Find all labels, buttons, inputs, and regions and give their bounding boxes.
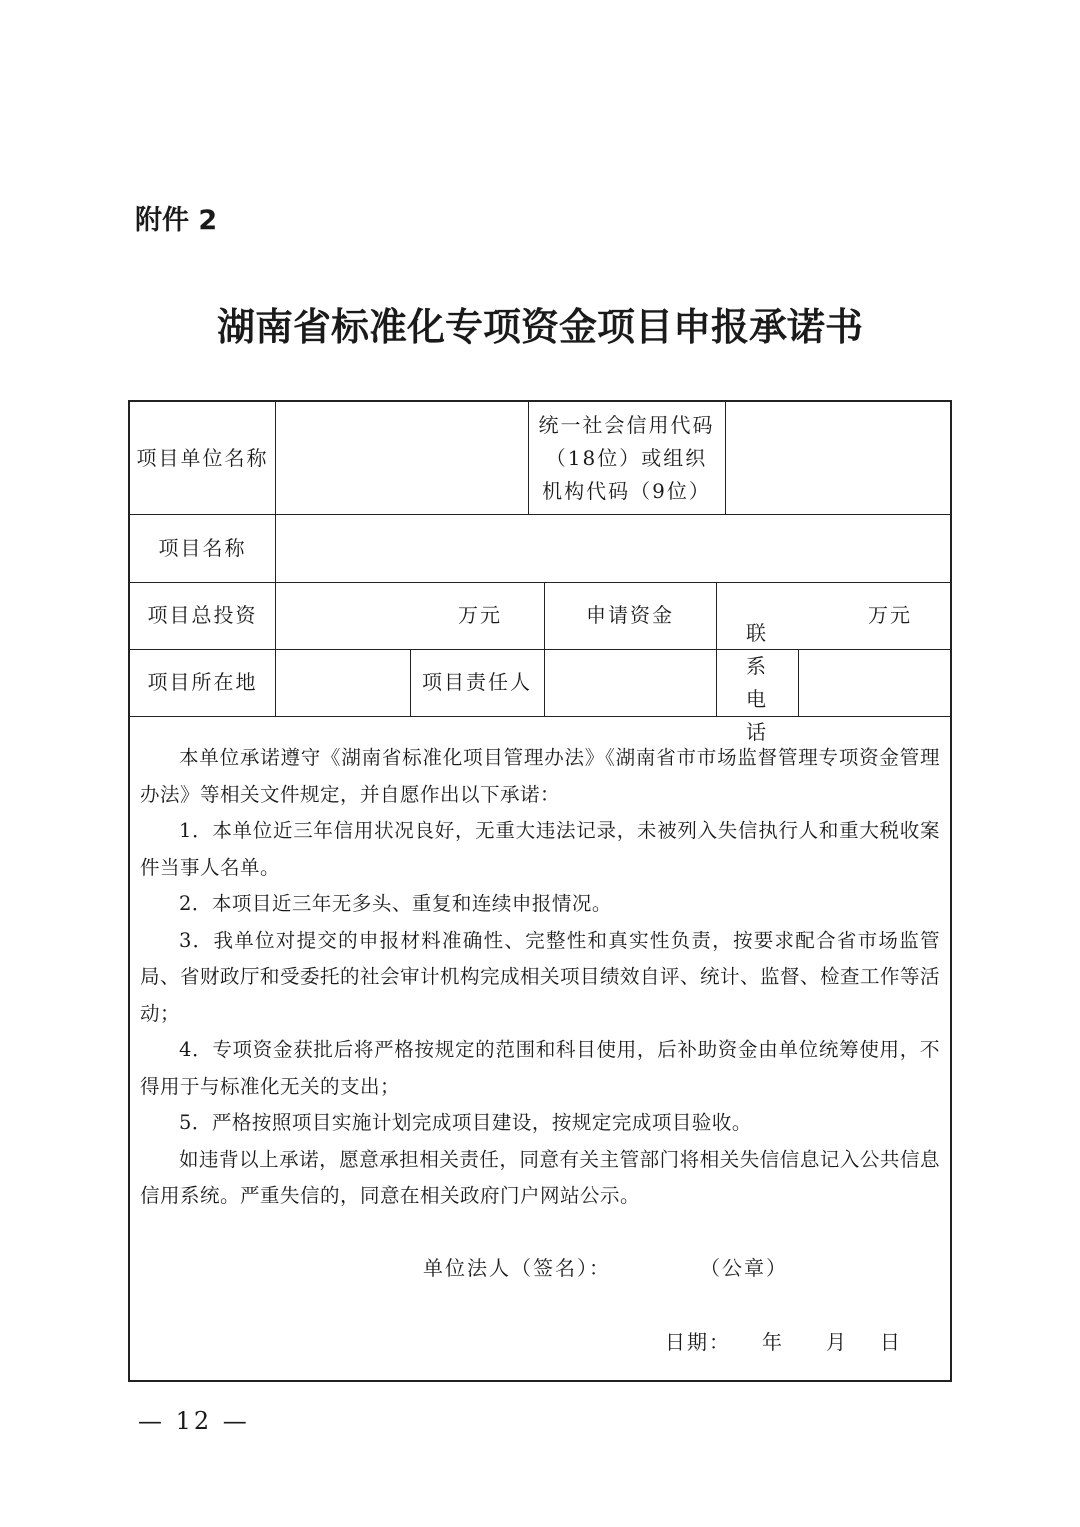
unit-name-label: 项目单位名称 (136, 445, 269, 470)
project-name-label: 项目名称 (158, 535, 247, 560)
date-label: 日期： (665, 1330, 731, 1354)
responsible-person-label: 项目责任人 (422, 670, 532, 694)
contact-phone-value[interactable] (798, 649, 952, 716)
date-day-label: 日 (880, 1330, 902, 1354)
commitment-intro: 本单位承诺遵守《湖南省标准化项目管理办法》《湖南省市市场监督管理专项资金管理办法》等相关文件规定，并自愿作出以下承诺： (140, 746, 940, 806)
seal-label: （公章） (700, 1256, 788, 1280)
project-name-value[interactable] (275, 514, 952, 582)
commitment-item: 3．我单位对提交的申报材料准确性、完整性和真实性负责，按要求配合省市场监管局、省财政厅和受委托的社会审计机构完成相关项目绩效自评、统计、监督、检查工作等活动； (140, 928, 941, 1025)
page-number: — 12 — (138, 1407, 250, 1435)
total-investment-label: 项目总投资 (147, 603, 258, 627)
credit-code-value[interactable] (725, 402, 952, 514)
commitment-item: 5．严格按照项目实施计划完成项目建设，按规定完成项目验收。 (179, 1111, 752, 1134)
unit-name-value[interactable] (275, 402, 528, 514)
date-month-label: 月 (826, 1330, 848, 1354)
commitment-text (140, 740, 940, 1215)
applied-funds-unit[interactable]: 万元 (868, 603, 912, 627)
commitment-item: 4．专项资金获批后将严格按规定的范围和科目使用，后补助资金由单位统筹使用，不得用于与标准化无关的支出； (140, 1038, 940, 1098)
legal-person-signature-label: 单位法人（签名）： (423, 1256, 611, 1280)
total-investment-unit[interactable]: 万元 (458, 603, 502, 627)
location-value[interactable] (275, 649, 410, 716)
location-label: 项目所在地 (147, 670, 258, 694)
commitment-item: 1．本单位近三年信用状况良好，无重大违法记录，未被列入失信执行人和重大税收案件当事人名单。 (140, 819, 940, 879)
commitment-closing: 如违背以上承诺，愿意承担相关责任，同意有关主管部门将相关失信信息记入公共信息信用系统。严重失信的，同意在相关政府门户网站公示。 (140, 1147, 940, 1207)
responsible-person-value[interactable] (544, 649, 716, 716)
commitment-item: 2．本项目近三年无多头、重复和连续申报情况。 (179, 892, 612, 915)
applied-funds-label: 申请资金 (586, 603, 674, 627)
date-year-label: 年 (762, 1330, 784, 1354)
attachment-label: 附件 2 (135, 205, 218, 236)
contact-phone-label: 联系电话 (746, 620, 768, 744)
row-divider (130, 716, 950, 717)
credit-code-label: 统一社会信用代码（18位）或组织机构代码（9位） (538, 412, 715, 503)
page-title: 湖南省标准化专项资金项目申报承诺书 (216, 305, 863, 349)
legal-person-signature-field[interactable] (598, 1252, 678, 1282)
